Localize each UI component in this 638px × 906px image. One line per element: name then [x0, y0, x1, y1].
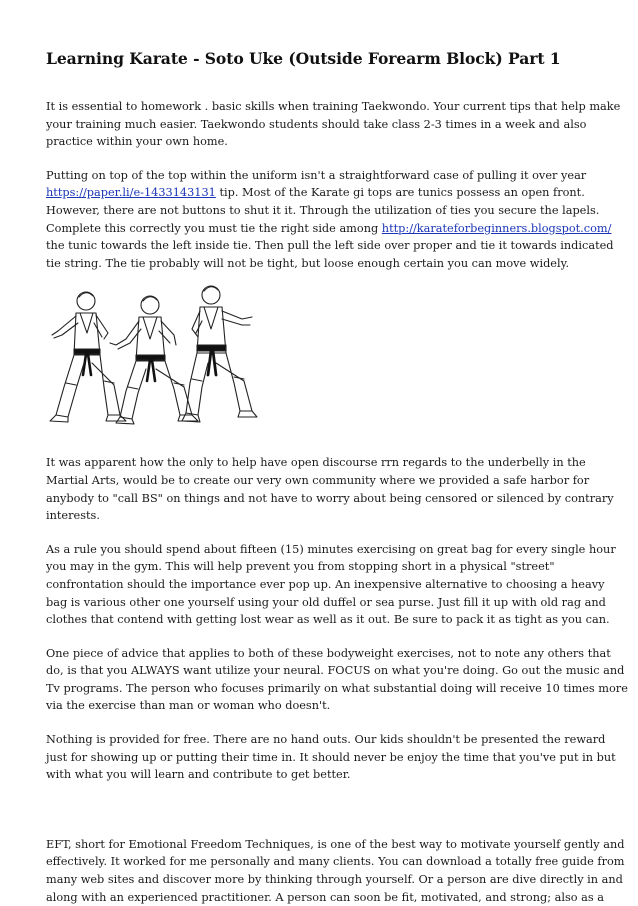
text-line: One piece of advice that applies to both of these bodyweight exercises, not to note any others that	[46, 646, 611, 660]
text-line: your training much easier. Taekwondo students should take class 2-3 times in a week and also	[46, 117, 587, 131]
karateka-figure-middle	[110, 296, 198, 424]
paragraph-7	[46, 836, 625, 906]
karateka-figure-left	[50, 292, 126, 422]
text-line: It is essential to homework . basic skills when training Taekwondo. Your current tips that help make	[46, 100, 621, 113]
text-line: effectively. It worked for me personally and many clients. You can download a totally free guide from	[46, 855, 625, 869]
paragraph-2	[46, 167, 614, 273]
karate-students-drawing	[46, 283, 258, 429]
text-line: Nothing is provided for free. There are no hand outs. Our kids shouldn't be presented the reward	[46, 733, 606, 747]
text-line: It was apparent how the only to help have open discourse rrn regards to the underbelly in the	[46, 456, 586, 470]
text-line: with what you will learn and contribute to get better.	[46, 768, 351, 782]
text-line: do, is that you ALWAYS want utilize your neural. FOCUS on what you're doing. Go out the music and	[46, 664, 625, 678]
karate-blog-link[interactable]: http://karateforbeginners.blogspot.com/	[381, 221, 612, 235]
text-line: Tv programs. The person who focuses primarily on what substantial doing will receive 10 times more	[46, 681, 628, 695]
text-line: As a rule you should spend about fifteen (15) minutes exercising on great bag for every single hour	[46, 542, 616, 556]
text-line: the tunic towards the left inside tie. Then pull the left side over proper and tie it towards indicated	[46, 239, 614, 253]
text-line	[46, 184, 598, 202]
text-line: confrontation should the importance ever pop up. An inexpensive alternative to choosing a heavy	[46, 577, 605, 591]
paragraph-1	[46, 98, 621, 151]
text-line: via the exercise than man or woman who doesn't.	[46, 699, 331, 713]
paragraph-5	[46, 645, 628, 715]
karate-illustration	[46, 283, 258, 429]
text-line	[46, 220, 612, 238]
page-title: Learning Karate - Soto Uke (Outside Forearm Block) Part 1	[46, 49, 561, 68]
text-line: practice within your own home.	[46, 135, 228, 149]
paragraph-6	[46, 731, 616, 784]
text-line: bag is various other one yourself using your old duffel or sea purse. Just fill it up with old rag and	[46, 595, 606, 609]
text-line: many web sites and discover more by thinking through yourself. Or a person are dive directly in and	[46, 873, 623, 887]
text-line: However, there are not buttons to shut it it. Through the utilization of ties you secure the lapels.	[46, 203, 600, 217]
text-line: along with an experienced practitioner. A person can soon be fit, motivated, and strong; also as a	[46, 890, 605, 904]
text-line: just for showing up or putting their time in. It should never be enjoy the time that you've put in but	[46, 750, 616, 764]
karateka-figure-right	[182, 286, 257, 422]
text-line: Martial Arts, would be to create our very own community where we provided a safe harbor for	[46, 473, 590, 487]
text-line: tie string. The tie probably will not be tight, but loose enough certain you can move widely.	[46, 256, 570, 270]
text-line: interests.	[46, 509, 100, 523]
article-body	[46, 98, 628, 906]
text-fragment: Complete this correctly you must tie the right side among	[46, 221, 382, 235]
text-line: Putting on top of the top within the uniform isn't a straightforward case of pulling it over year	[46, 168, 587, 182]
text-line: anybody to "call BS" on things and not have to worry about being censored or silenced by contrary	[46, 491, 614, 505]
paper-li-link[interactable]: https://paper.li/e-1433143131	[46, 186, 216, 200]
paragraph-4	[46, 541, 616, 629]
text-line: you may in the gym. This will help prevent you from stopping short in a physical "street"	[46, 560, 555, 574]
text-fragment: tip. Most of the Karate gi tops are tunics possess an open front.	[215, 186, 585, 200]
paragraph-3	[46, 454, 614, 524]
text-line: EFT, short for Emotional Freedom Techniques, is one of the best way to motivate yourself gently and	[46, 837, 625, 851]
text-line: clothes that contend with getting lost wear as well as it out. Be sure to pack it as tight as you can.	[46, 613, 610, 627]
